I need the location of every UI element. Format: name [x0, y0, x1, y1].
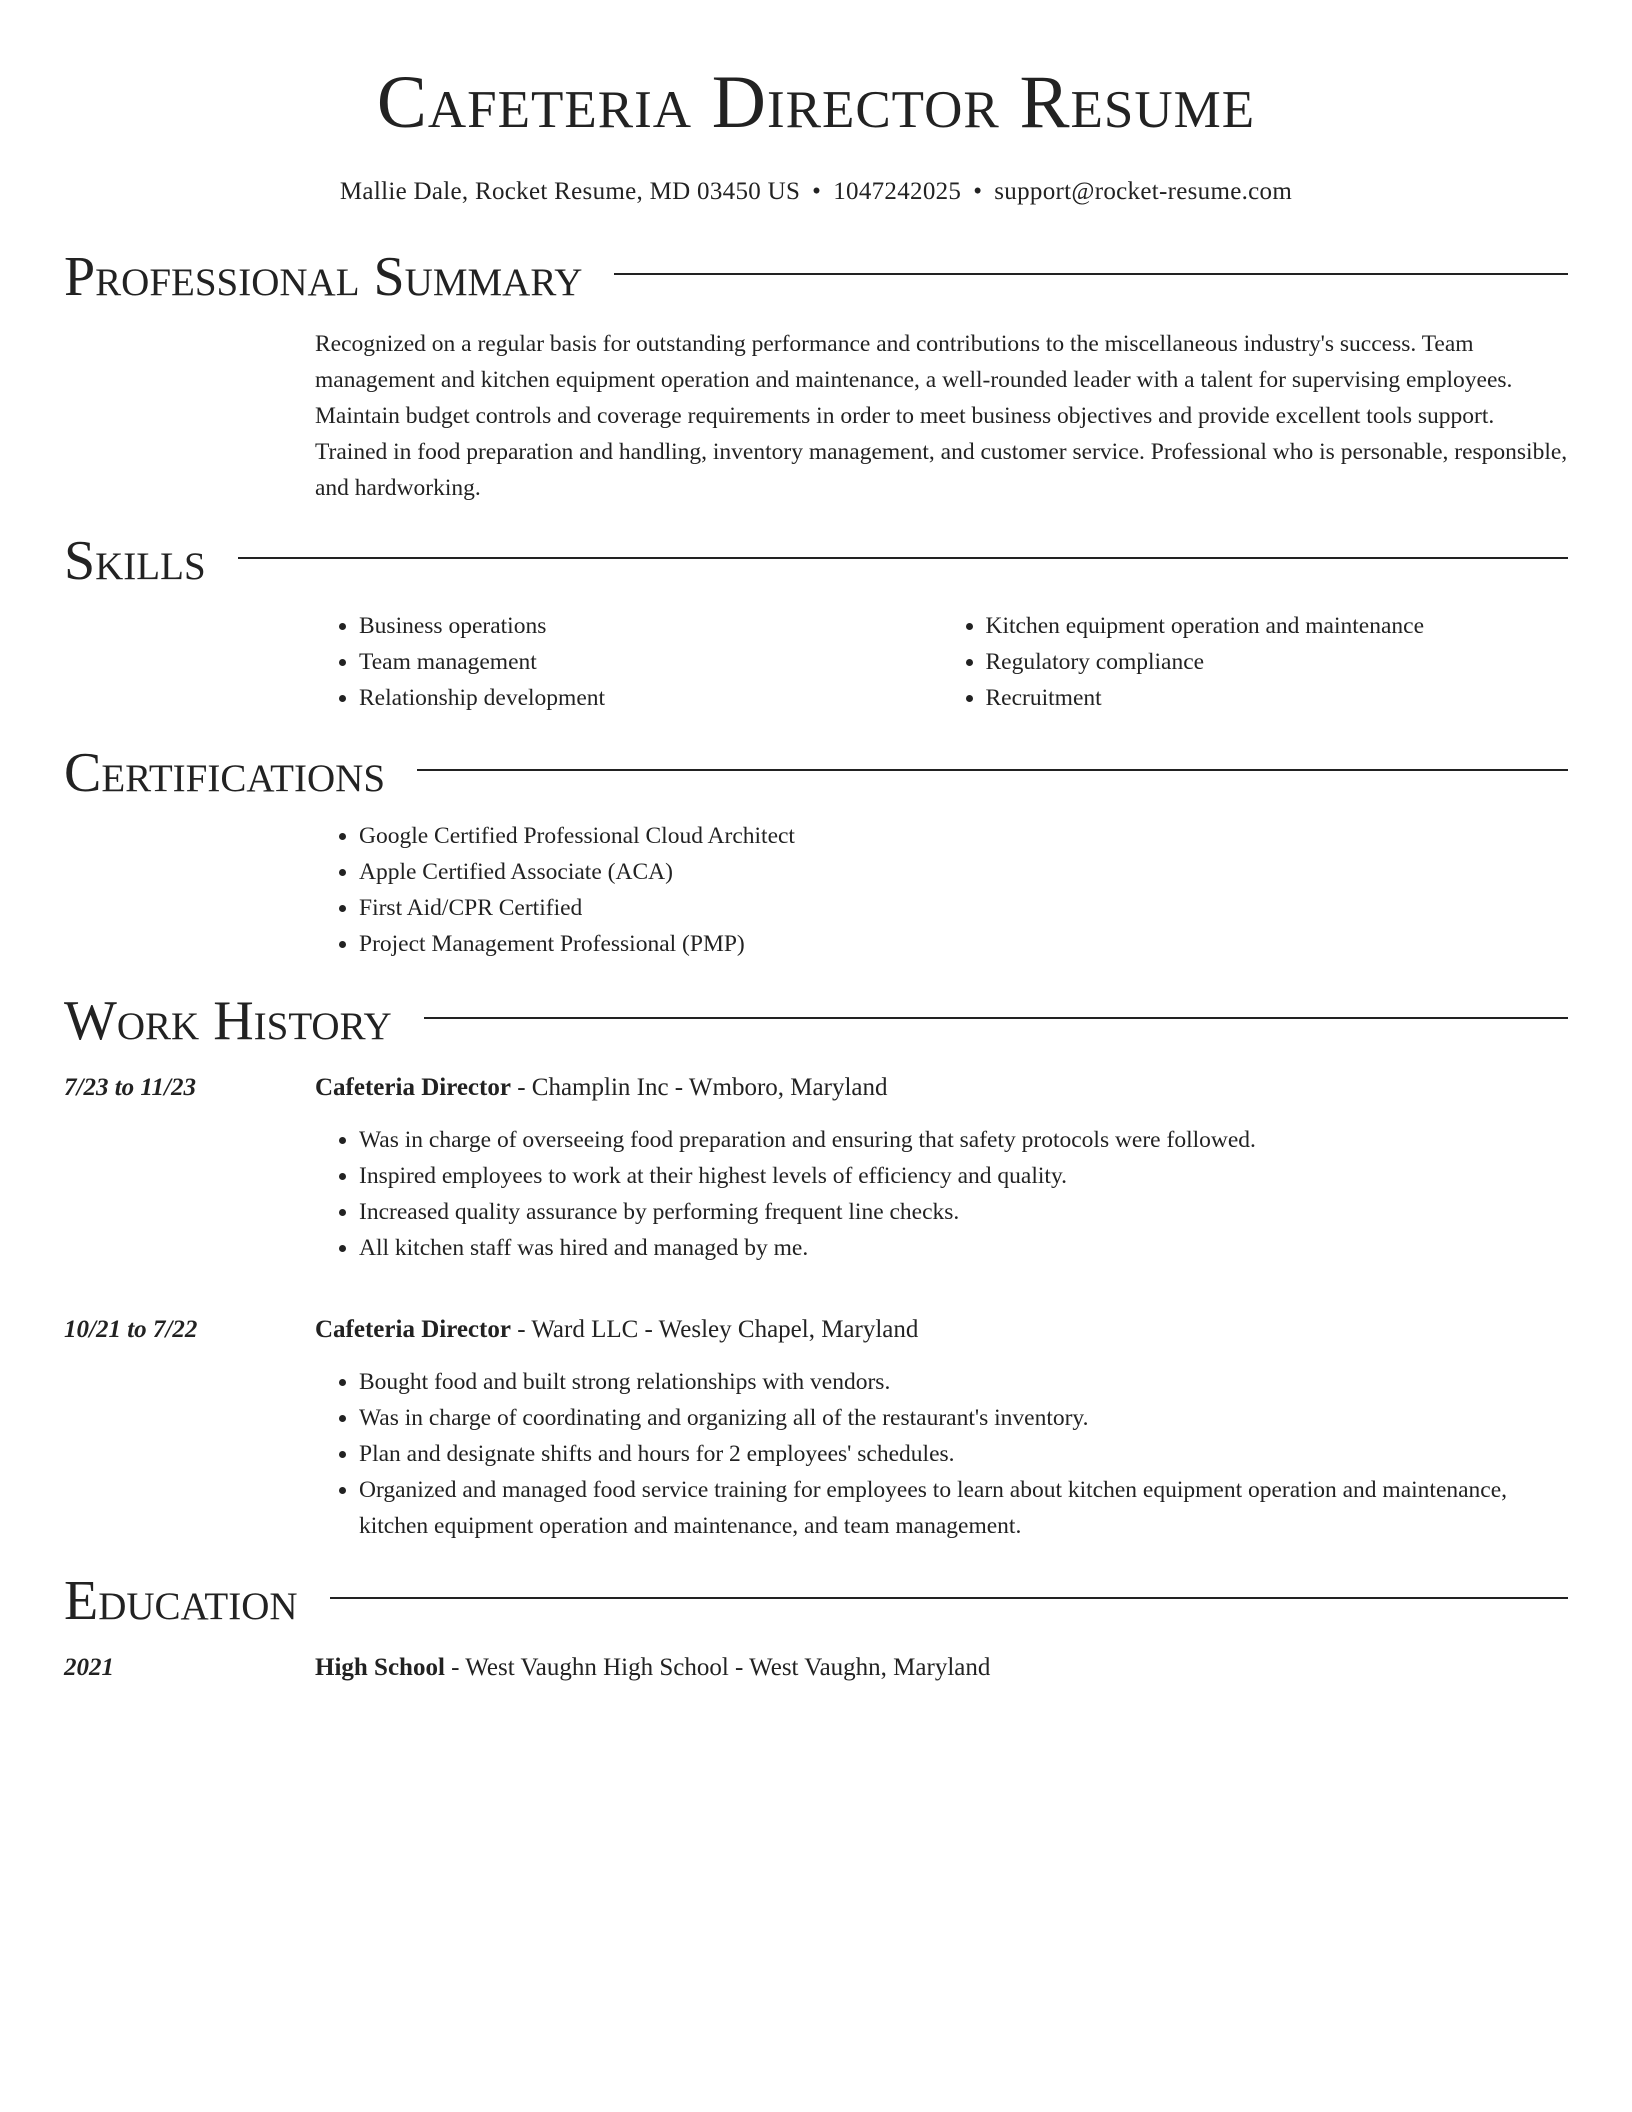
job-entry [64, 1056, 1568, 1266]
section-title-work-history: Work History [64, 990, 392, 1052]
section-title-education: Education [64, 1570, 298, 1632]
skill-item: • Relationship development [359, 680, 942, 716]
section-divider [238, 557, 1568, 559]
education-heading [315, 1650, 1568, 1686]
education-year: 2021 [64, 1654, 114, 1681]
summary-text: Recognized on a regular basis for outstanding performance and contributions to the miscellaneous industry's success. Team management and kitchen equipment operation and maintenance, a well-rounded leader with a talent for supervising employees. Maintain budget controls and coverage requirements in order to meet business objectives and provide excellent tools support. Trained in food preparation and handling, inventory management, and customer service. Professional who is personable, responsible, and hardworking. [315, 331, 1568, 501]
section-divider [330, 1597, 1568, 1599]
certifications-section [64, 738, 1568, 962]
education-details: - West Vaughn High School - West Vaughn, Maryland [444, 1654, 991, 1681]
job-details: - Champlin Inc - Wmboro, Maryland [510, 1074, 888, 1101]
job-heading [315, 1070, 1568, 1106]
job-duty: • All kitchen staff was hired and managed by me. [359, 1230, 1568, 1266]
section-header [64, 738, 1568, 808]
section-title-summary: Professional Summary [64, 246, 583, 308]
skills-grid [315, 596, 1568, 716]
section-title-certifications: Certifications [64, 742, 386, 804]
certification-item: • First Aid/CPR Certified [359, 890, 1568, 926]
section-header [64, 526, 1568, 596]
job-duty: • Inspired employees to work at their highest levels of efficiency and quality. [359, 1158, 1568, 1194]
certification-item: • Project Management Professional (PMP) [359, 926, 1568, 962]
education-degree: High School [315, 1654, 445, 1681]
section-header [64, 242, 1568, 312]
job-duties-list [315, 1122, 1568, 1266]
job-heading [315, 1312, 1568, 1348]
section-header [64, 1566, 1568, 1636]
skill-item: • Team management [359, 644, 942, 680]
contact-line [64, 176, 1568, 208]
job-duty: • Bought food and built strong relationships with vendors. [359, 1364, 1568, 1400]
job-duty: • Was in charge of coordinating and organizing all of the restaurant's inventory. [359, 1400, 1568, 1436]
contact-phone: 1047242025 [833, 178, 962, 205]
section-divider [614, 273, 1568, 275]
skills-section [64, 526, 1568, 716]
certifications-list [315, 818, 1568, 962]
skills-list-right [942, 608, 1569, 716]
education-entry [64, 1636, 1568, 1686]
job-duties-list [315, 1364, 1568, 1544]
section-divider [424, 1017, 1568, 1019]
job-duty: • Was in charge of overseeing food preparation and ensuring that safety protocols were followed. [359, 1122, 1568, 1158]
job-details: - Ward LLC - Wesley Chapel, Maryland [510, 1316, 919, 1343]
job-title: Cafeteria Director [315, 1316, 511, 1343]
certification-item: • Apple Certified Associate (ACA) [359, 854, 1568, 890]
contact-separator: • [812, 178, 822, 205]
job-duty: • Increased quality assurance by performing frequent line checks. [359, 1194, 1568, 1230]
contact-email: support@rocket-resume.com [994, 178, 1293, 205]
contact-separator: • [973, 178, 983, 205]
job-duty: • Organized and managed food service training for employees to learn about kitchen equipment operation and maintenance, kitchen equipment operation and maintenance, and team management. [359, 1472, 1568, 1544]
job-dates: 10/21 to 7/22 [64, 1316, 198, 1343]
job-duty: • Plan and designate shifts and hours for 2 employees' schedules. [359, 1436, 1568, 1472]
skill-item: • Kitchen equipment operation and maintenance [986, 608, 1569, 644]
skill-item: • Business operations [359, 608, 942, 644]
skill-item: • Regulatory compliance [986, 644, 1569, 680]
education-section [64, 1566, 1568, 1686]
skill-item: • Recruitment [986, 680, 1569, 716]
skills-list-left [315, 608, 942, 716]
job-entry [64, 1298, 1568, 1544]
section-divider [417, 769, 1568, 771]
document-title: Cafeteria Director Resume [376, 61, 1256, 144]
job-title: Cafeteria Director [315, 1074, 511, 1101]
certification-item: • Google Certified Professional Cloud Architect [359, 818, 1568, 854]
summary-section [64, 242, 1568, 506]
work-history-section [64, 986, 1568, 1544]
section-title-skills: Skills [64, 530, 206, 592]
job-dates: 7/23 to 11/23 [64, 1074, 196, 1101]
section-header [64, 986, 1568, 1056]
contact-address: Mallie Dale, Rocket Resume, MD 03450 US [339, 178, 801, 205]
